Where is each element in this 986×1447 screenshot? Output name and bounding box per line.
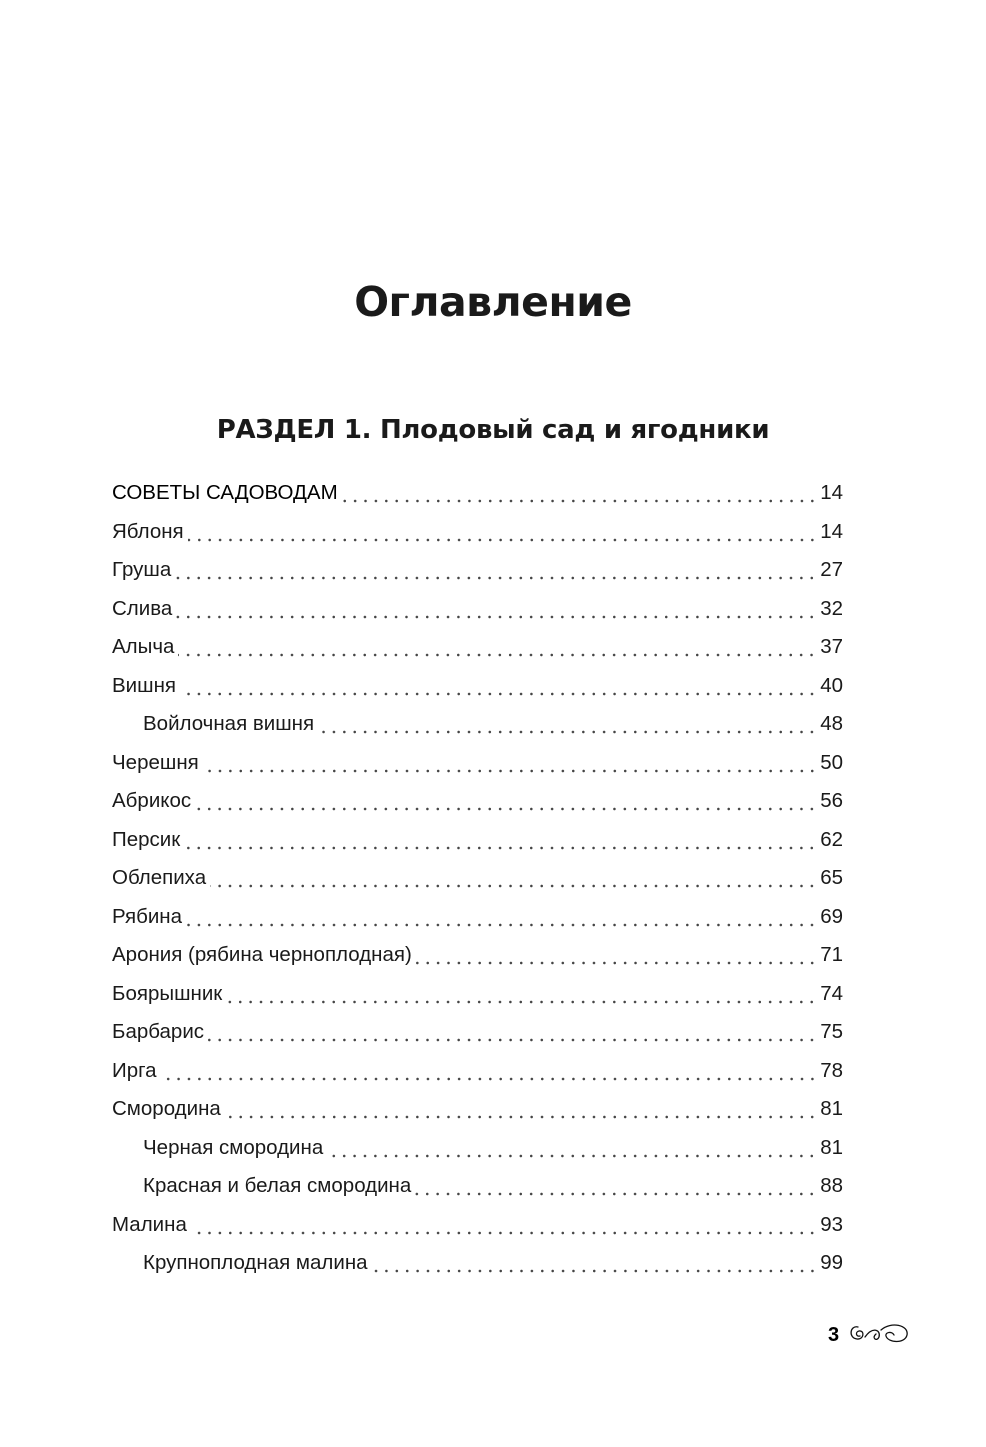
- toc-entry-title: Ирга: [112, 1058, 157, 1082]
- toc-entry-page: 65: [820, 866, 843, 889]
- section-heading: РАЗДЕЛ 1. Плодовый сад и ягодники: [216, 415, 770, 445]
- toc-entry-title: Персик: [112, 827, 181, 851]
- toc-entry-title: Войлочная вишня: [143, 712, 315, 735]
- dot-leader: [327, 1129, 817, 1168]
- toc-entry[interactable]: [112, 936, 843, 975]
- toc-subentry[interactable]: [112, 1129, 843, 1168]
- toc-entry-page: 40: [820, 673, 843, 697]
- dot-leader: [372, 1244, 818, 1283]
- toc-entry-title: СОВЕТЫ САДОВОДАМ: [112, 481, 338, 504]
- toc-entry-page: 27: [820, 558, 843, 581]
- toc-entry-title: Крупноплодная малина: [143, 1251, 368, 1274]
- toc-entry-page: 74: [820, 981, 843, 1005]
- toc-entry[interactable]: [112, 975, 843, 1014]
- toc-subentry[interactable]: [112, 1167, 843, 1206]
- toc-entry-page: 48: [820, 712, 843, 735]
- toc-entry-title: Черешня: [112, 750, 199, 774]
- toc-entry-page: 88: [820, 1174, 843, 1197]
- dot-leader: [180, 667, 817, 706]
- swirl-ornament-icon: [845, 1318, 911, 1353]
- toc-entry-page: 32: [820, 596, 843, 620]
- dot-leader: [226, 975, 817, 1014]
- dot-leader: [188, 513, 818, 552]
- toc-entry-page: 14: [820, 481, 843, 504]
- dot-leader: [210, 859, 817, 898]
- toc-entry-title: Барбарис: [112, 1020, 205, 1043]
- toc-entry[interactable]: [112, 859, 843, 898]
- toc-entry[interactable]: [112, 1206, 843, 1245]
- toc-entry[interactable]: [112, 590, 843, 629]
- toc-entry[interactable]: [112, 474, 843, 513]
- toc-entry-page: 71: [820, 943, 843, 966]
- toc-entry-page: 75: [820, 1020, 843, 1043]
- toc-entry-title: Алыча: [112, 635, 175, 658]
- toc-entry-title: Груша: [112, 558, 172, 581]
- toc-entry-title: Смородина: [112, 1097, 221, 1120]
- toc-entry[interactable]: [112, 1052, 843, 1091]
- dot-leader: [318, 705, 817, 744]
- toc-entry-title: Малина: [112, 1212, 187, 1236]
- dot-leader: [178, 628, 817, 667]
- dot-leader: [416, 936, 817, 975]
- toc-entry-title: Арония (рябина черноплодная): [112, 943, 412, 966]
- toc-entry-page: 37: [820, 635, 843, 658]
- dot-leader: [225, 1090, 817, 1129]
- toc-entry-title: Слива: [112, 596, 173, 620]
- toc-entry-title: Рябина: [112, 904, 183, 928]
- dot-leader: [161, 1052, 818, 1091]
- toc-entry[interactable]: [112, 1013, 843, 1052]
- toc-entry-page: 14: [820, 519, 843, 543]
- toc-entry-page: 62: [820, 827, 843, 851]
- dot-leader: [184, 821, 817, 860]
- toc-entry-title: Вишня: [112, 673, 176, 697]
- toc-entry-title: Черная смородина: [143, 1135, 324, 1159]
- toc-subentry[interactable]: [112, 1244, 843, 1283]
- toc-entry-title: Облепиха: [112, 866, 207, 889]
- toc-entry[interactable]: [112, 667, 843, 706]
- toc-entry[interactable]: [112, 744, 843, 783]
- toc-entry-title: Абрикос: [112, 789, 192, 812]
- dot-leader: [175, 551, 817, 590]
- toc-entry[interactable]: [112, 821, 843, 860]
- toc-entry[interactable]: [112, 1090, 843, 1129]
- toc-entry-title: Красная и белая смородина: [143, 1174, 412, 1197]
- toc-entry[interactable]: [112, 551, 843, 590]
- dot-leader: [195, 782, 817, 821]
- table-of-contents: [112, 474, 843, 1283]
- dot-leader: [176, 590, 817, 629]
- toc-entry[interactable]: [112, 628, 843, 667]
- page-number: 3: [828, 1324, 840, 1346]
- toc-entry[interactable]: [112, 782, 843, 821]
- toc-entry-page: 69: [820, 904, 843, 928]
- toc-entry-page: 99: [820, 1251, 843, 1274]
- toc-entry-page: 50: [820, 750, 843, 774]
- dot-leader: [203, 744, 817, 783]
- dot-leader: [186, 898, 817, 937]
- page-footer: [828, 1318, 911, 1353]
- toc-entry[interactable]: [112, 513, 843, 552]
- dot-leader: [342, 474, 818, 513]
- toc-entry-page: 78: [820, 1058, 843, 1082]
- toc-entry-page: 81: [820, 1135, 843, 1159]
- toc-entry-page: 56: [820, 789, 843, 812]
- page-title: Оглавление: [354, 278, 632, 326]
- toc-entry-page: 93: [820, 1212, 843, 1236]
- toc-entry-page: 81: [820, 1097, 843, 1120]
- toc-entry[interactable]: [112, 898, 843, 937]
- dot-leader: [191, 1206, 817, 1245]
- toc-entry-title: Боярышник: [112, 981, 223, 1005]
- toc-entry-title: Яблоня: [112, 519, 184, 543]
- toc-subentry[interactable]: [112, 705, 843, 744]
- dot-leader: [415, 1167, 817, 1206]
- dot-leader: [208, 1013, 817, 1052]
